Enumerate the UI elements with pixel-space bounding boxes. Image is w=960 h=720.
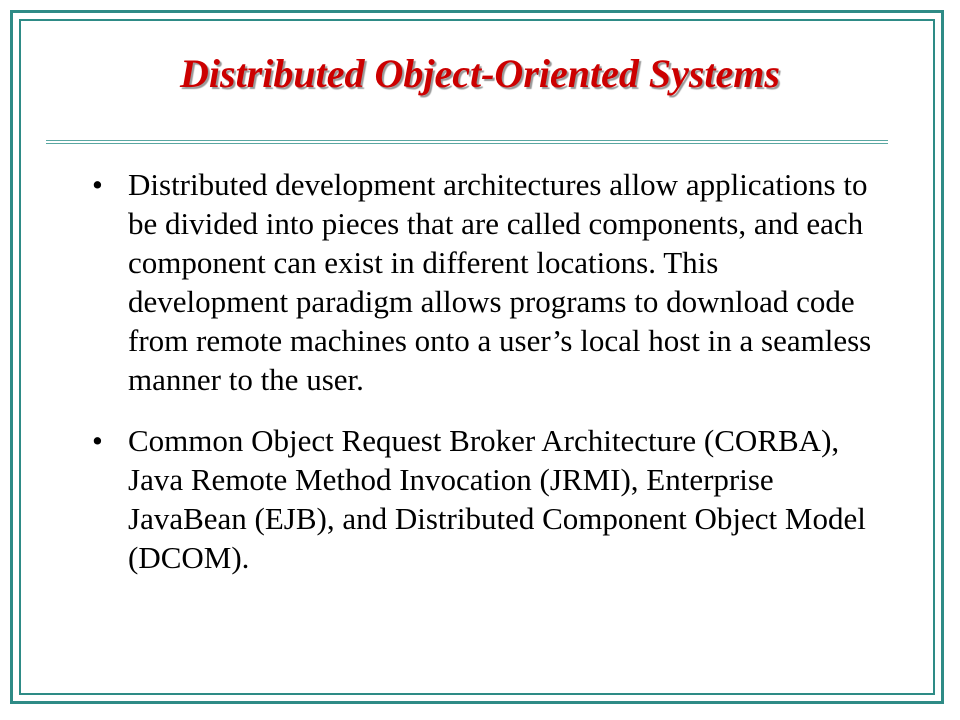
bullet-dot-icon: • bbox=[92, 423, 103, 458]
bullet-item bbox=[82, 165, 872, 399]
bullet-item bbox=[82, 421, 872, 577]
bullet-text: Common Object Request Broker Architecture (CORBA), Java Remote Method Invocation (JRMI), Enterprise JavaBean (EJB), and Distributed Component Object Model (DCOM). bbox=[128, 423, 866, 575]
bullet-text: Distributed development architectures allow applications to be divided into pieces that are called components, and each component can exist in different locations. This development paradigm allows programs to download code from remote machines onto a user’s local host in a seamless manner to the user. bbox=[128, 167, 872, 397]
slide-title: Distributed Object-Oriented Systems bbox=[180, 51, 780, 96]
bullet-dot-icon: • bbox=[92, 167, 103, 202]
bullet-list bbox=[82, 165, 872, 599]
title-divider bbox=[46, 140, 888, 144]
